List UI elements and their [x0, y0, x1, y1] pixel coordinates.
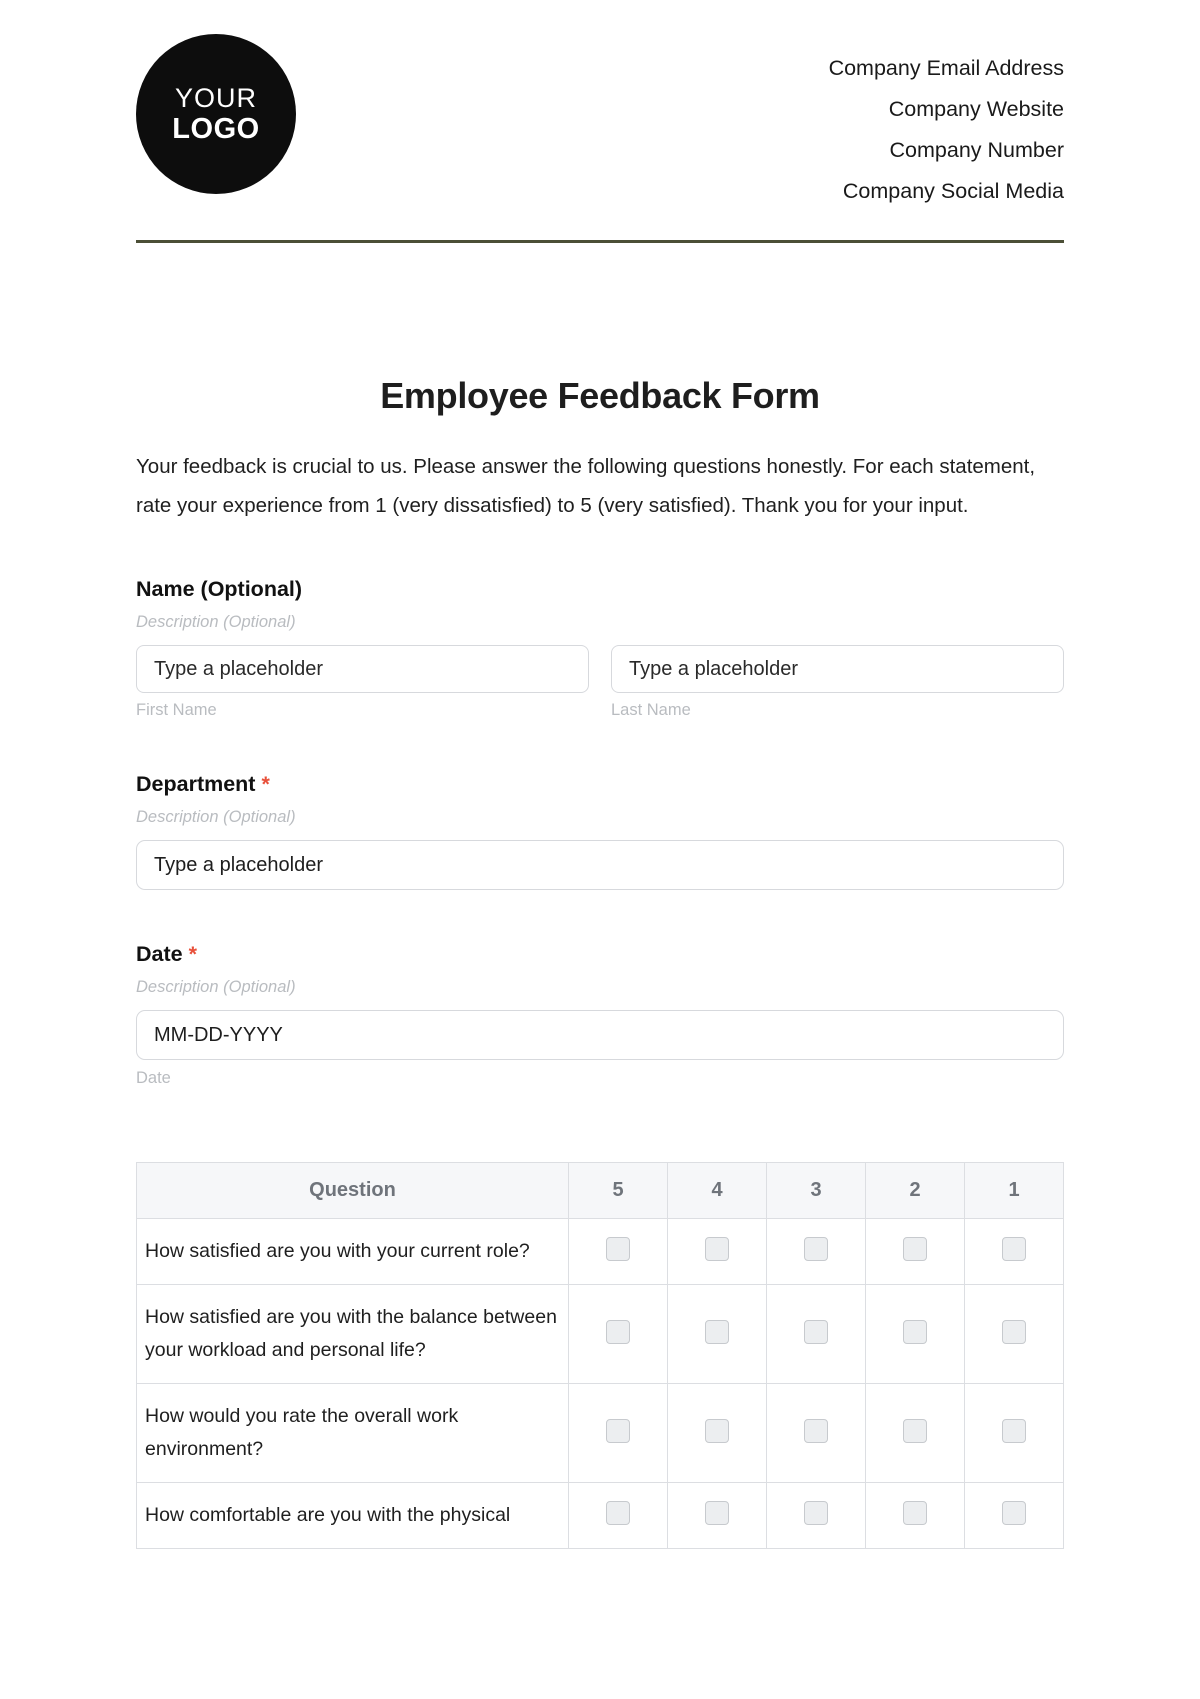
rating-cell-1[interactable] [965, 1285, 1064, 1384]
rating-cell-5[interactable] [569, 1285, 668, 1384]
field-name-label: Name (Optional) [136, 577, 303, 601]
header-rating-5: 5 [569, 1163, 668, 1219]
table-row [137, 1483, 1064, 1549]
rating-cell-4[interactable] [668, 1285, 767, 1384]
rating-cell-5[interactable] [569, 1384, 668, 1483]
department-input[interactable]: Type a placeholder [136, 840, 1064, 890]
header-rating-4: 4 [668, 1163, 767, 1219]
field-name-description: Description (Optional) [136, 613, 296, 631]
checkbox[interactable] [804, 1501, 828, 1525]
required-asterisk-date: * [188, 942, 197, 966]
header-rating-1: 1 [965, 1163, 1064, 1219]
first-name-input[interactable]: Type a placeholder [136, 645, 589, 693]
checkbox[interactable] [804, 1419, 828, 1443]
name-inputs-row [136, 645, 1064, 693]
checkbox[interactable] [705, 1320, 729, 1344]
field-department-label-text: Department [136, 772, 256, 796]
checkbox[interactable] [606, 1501, 630, 1525]
rating-cell-4[interactable] [668, 1219, 767, 1285]
last-name-input[interactable]: Type a placeholder [611, 645, 1064, 693]
rating-cell-3[interactable] [767, 1285, 866, 1384]
field-department [136, 772, 1064, 890]
contact-website: Company Website [888, 97, 1064, 121]
checkbox[interactable] [1002, 1501, 1026, 1525]
name-sublabels-row [136, 701, 1064, 720]
table-row [137, 1285, 1064, 1384]
question-text: How satisfied are you with the balance between your workload and personal life? [137, 1285, 569, 1384]
contact-number: Company Number [889, 138, 1064, 162]
header-rating-3: 3 [767, 1163, 866, 1219]
table-header-row [137, 1163, 1064, 1219]
checkbox[interactable] [1002, 1320, 1026, 1344]
field-date [136, 942, 1064, 1088]
rating-cell-2[interactable] [866, 1285, 965, 1384]
question-text: How comfortable are you with the physical [137, 1483, 569, 1549]
checkbox[interactable] [606, 1320, 630, 1344]
logo-line-1: YOUR [174, 82, 257, 113]
question-text: How satisfied are you with your current role? [137, 1219, 569, 1285]
contact-social: Company Social Media [842, 179, 1064, 203]
rating-cell-3[interactable] [767, 1219, 866, 1285]
header-question: Question [137, 1163, 569, 1219]
checkbox[interactable] [606, 1419, 630, 1443]
document-header [136, 0, 1064, 212]
field-date-description: Description (Optional) [136, 978, 296, 996]
intro-paragraph: Your feedback is crucial to us. Please answer the following questions honestly. For each statement, rate your experience from 1 (very dissatisfied) to 5 (very satisfied). Thank you for your input. [136, 455, 1036, 517]
rating-cell-3[interactable] [767, 1483, 866, 1549]
required-asterisk-department: * [261, 772, 270, 796]
rating-cell-3[interactable] [767, 1384, 866, 1483]
rating-cell-4[interactable] [668, 1384, 767, 1483]
checkbox[interactable] [705, 1501, 729, 1525]
rating-cell-2[interactable] [866, 1483, 965, 1549]
rating-cell-2[interactable] [866, 1384, 965, 1483]
checkbox[interactable] [903, 1320, 927, 1344]
question-text: How would you rate the overall work environment? [137, 1384, 569, 1483]
rating-cell-4[interactable] [668, 1483, 767, 1549]
checkbox[interactable] [1002, 1237, 1026, 1261]
checkbox[interactable] [903, 1419, 927, 1443]
rating-cell-2[interactable] [866, 1219, 965, 1285]
company-logo [136, 34, 296, 194]
rating-cell-1[interactable] [965, 1384, 1064, 1483]
checkbox[interactable] [903, 1501, 927, 1525]
field-date-label-text: Date [136, 942, 183, 966]
header-divider [136, 240, 1064, 243]
checkbox[interactable] [804, 1320, 828, 1344]
first-name-sublabel: First Name [136, 701, 217, 719]
checkbox[interactable] [804, 1237, 828, 1261]
contact-email: Company Email Address [828, 56, 1064, 80]
company-contact-block [829, 34, 1064, 212]
rating-cell-5[interactable] [569, 1483, 668, 1549]
field-name [136, 577, 1064, 720]
logo-line-2: LOGO [172, 112, 260, 145]
date-sublabel: Date [136, 1069, 171, 1087]
checkbox[interactable] [903, 1237, 927, 1261]
rating-table [136, 1162, 1064, 1549]
checkbox[interactable] [705, 1237, 729, 1261]
rating-cell-5[interactable] [569, 1219, 668, 1285]
header-rating-2: 2 [866, 1163, 965, 1219]
checkbox[interactable] [705, 1419, 729, 1443]
checkbox[interactable] [606, 1237, 630, 1261]
table-row [137, 1384, 1064, 1483]
last-name-sublabel: Last Name [611, 701, 691, 719]
checkbox[interactable] [1002, 1419, 1026, 1443]
field-department-label [136, 772, 1064, 797]
rating-cell-1[interactable] [965, 1483, 1064, 1549]
table-row [137, 1219, 1064, 1285]
date-input[interactable]: MM-DD-YYYY [136, 1010, 1064, 1060]
field-department-description: Description (Optional) [136, 808, 296, 826]
field-date-label [136, 942, 1064, 967]
page-title: Employee Feedback Form [380, 375, 820, 416]
rating-cell-1[interactable] [965, 1219, 1064, 1285]
